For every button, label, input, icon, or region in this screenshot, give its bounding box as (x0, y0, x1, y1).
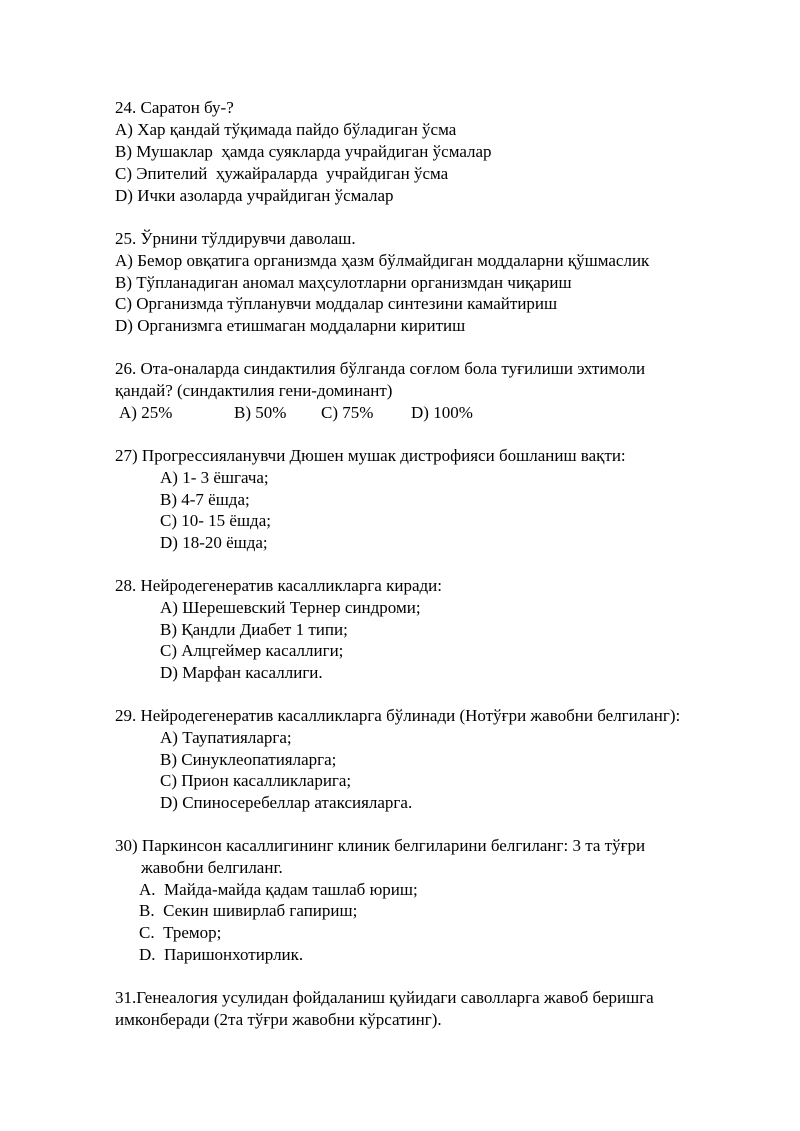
question-title: 25. Ўрнини тўлдирувчи даволаш. (115, 229, 356, 248)
answer-option-c: C. Тремор; (139, 923, 222, 942)
answer-option-d: D) Ички азоларда учрайдиган ўсмалар (115, 186, 394, 205)
answer-option-d: D) Спиносеребеллар атаксияларга. (160, 793, 413, 812)
answer-option-c: C) Алцгеймер касаллиги; (160, 641, 344, 660)
answer-option-d: D) 18-20 ёшда; (160, 533, 268, 552)
answer-option-b: B. Секин шивирлаб гапириш; (139, 901, 358, 920)
question-title: 24. Саратон бу-? (115, 98, 234, 117)
answer-option-d: D) Организмга етишмаган моддаларни киритиш (115, 316, 466, 335)
answer-option-a: A) 1- 3 ёшгача; (160, 468, 269, 487)
answer-option-a: A) Хар қандай тўқимада пайдо бўладиган ўсма (115, 120, 457, 139)
answer-option-b: B) Тўпланадиган аномал маҳсулотларни организмдан чиқариш (115, 273, 572, 292)
answer-option-a: A) 25% (119, 403, 173, 422)
answer-option-b: B) Синуклеопатияларга; (160, 750, 337, 769)
answer-option-c: C) 10- 15 ёшда; (160, 511, 271, 530)
question-title: 29. Нейродегенератив касалликларга бўлинади (Нотўғри жавобни белгиланг): (115, 706, 681, 725)
answer-option-a: A) Таупатияларга; (160, 728, 292, 747)
answer-option-b: B) 50% (234, 403, 287, 422)
answer-option-d: D) 100% (411, 403, 473, 422)
question-title-line-2: жавобни белгиланг. (141, 858, 283, 877)
question-title-line-1: 31.Генеалогия усулидан фойдаланиш қуйидаги саволларга жавоб беришга (115, 988, 654, 1007)
answer-option-b: B) Мушаклар ҳамда суякларда учрайдиган ўсмалар (115, 142, 492, 161)
answer-option-d: D) Марфан касаллиги. (160, 663, 323, 682)
question-title: 28. Нейродегенератив касалликларга киради: (115, 576, 442, 595)
question-title-line-1: 30) Паркинсон касаллигининг клиник белгиларини белгиланг: 3 та тўғри (115, 836, 646, 855)
question-title-line-1: 26. Ота-оналарда синдактилия бўлганда соғлом бола туғилиши эхтимоли (115, 359, 646, 378)
question-title: 27) Прогрессияланувчи Дюшен мушак дистрофияси бошланиш вақти: (115, 446, 626, 465)
answer-option-a: A) Бемор овқатига организмда ҳазм бўлмайдиган моддаларни қўшмаслик (115, 251, 650, 270)
answer-option-c: C) Эпителий ҳужайраларда учрайдиган ўсма (115, 164, 449, 183)
answer-option-b: B) Қандли Диабет 1 типи; (160, 620, 348, 639)
answer-option-a: A) Шерешевский Тернер синдроми; (160, 598, 421, 617)
question-title-line-2: қандай? (синдактилия гени-доминант) (115, 381, 393, 400)
answer-option-d: D. Паришонхотирлик. (139, 945, 304, 964)
answer-option-c: C) Прион касалликларига; (160, 771, 352, 790)
answer-option-b: B) 4-7 ёшда; (160, 490, 250, 509)
answer-option-c: C) 75% (321, 403, 374, 422)
question-title-line-2: имконберади (2та тўғри жавобни кўрсатинг). (115, 1010, 442, 1029)
answer-option-c: C) Организмда тўпланувчи моддалар синтезини камайтириш (115, 294, 558, 313)
answer-option-a: A. Майда-майда қадам ташлаб юриш; (139, 880, 418, 899)
